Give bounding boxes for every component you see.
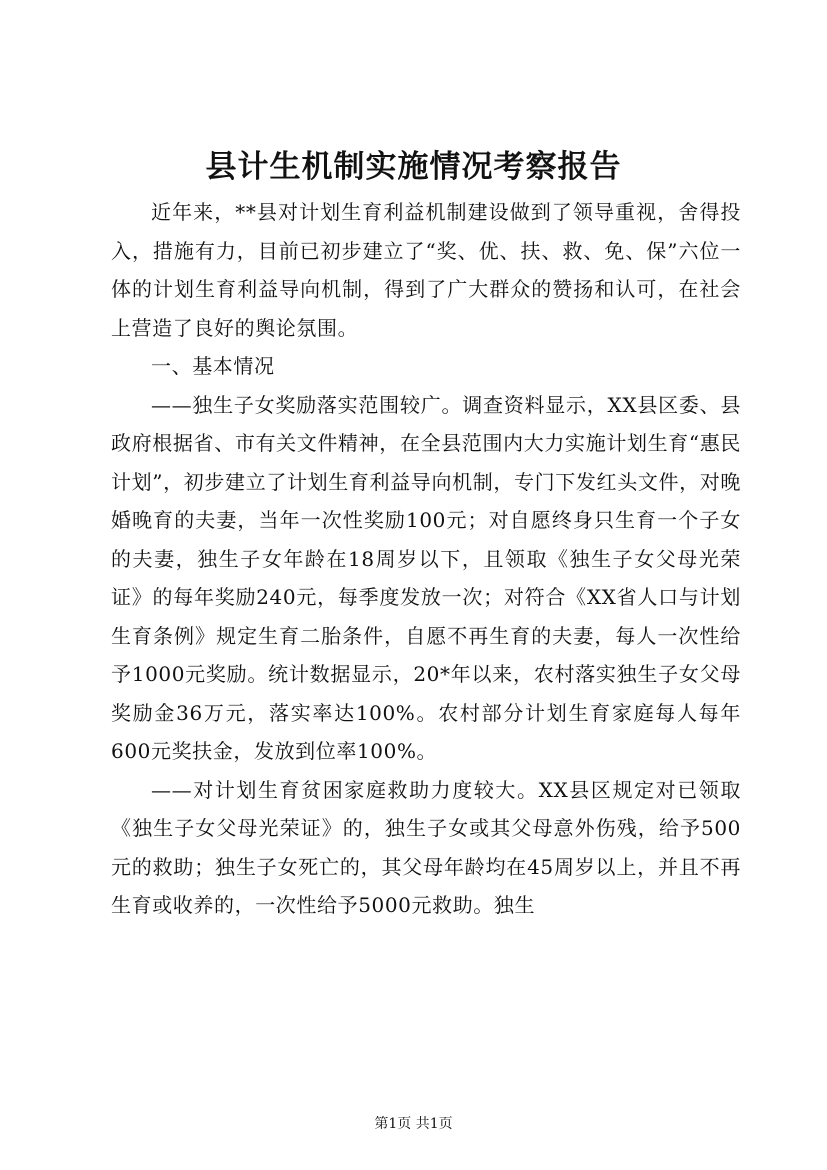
page-footer: 第1页 共1页 [374,1116,453,1132]
intro-paragraph: 近年来，**县对计划生育利益机制建设做到了领导重视，舍得投入，措施有力，目前已初步建立了“奖、优、扶、救、免、保”六位一体的计划生育利益导向机制，得到了广大群众的赞扬和认可，在社会上营造了良好的舆论氛围。 [111,200,741,340]
reward-paragraph: ——独生子女奖励落实范围较广。调查资料显示，XX县区委、县政府根据省、市有关文件精神，在全县范围内大力实施计划生育“惠民计划”，初步建立了计划生育利益导向机制，专门下发红头文件，对晚婚晚育的夫妻，当年一次性奖励100元；对自愿终身只生育一个子女的夫妻，独生子女年龄在18周岁以下，且领取《独生子女父母光荣证》的每年奖励240元，每季度发放一次；对符合《XX省人口与计划生育条例》规定生育二胎条件，自愿不再生育的夫妻，每人一次性给予1000元奖励。统计数据显示，20*年以来，农村落实独生子女父母奖励金36万元，落实率达100%。农村部分计划生育家庭每人每年600元奖扶金，发放到位率100%。 [111,392,741,763]
document-body [111,193,741,925]
relief-paragraph: ——对计划生育贫困家庭救助力度较大。XX县区规定对已领取《独生子女父母光荣证》的，独生子女或其父母意外伤残，给予500元的救助；独生子女死亡的，其父母年龄均在45周岁以上，并且不再生育或收养的，一次性给予5000元救助。独生 [111,777,741,917]
document-title: 县计生机制实施情况考察报告 [205,149,622,185]
section-heading: 一、基本情况 [151,354,275,378]
